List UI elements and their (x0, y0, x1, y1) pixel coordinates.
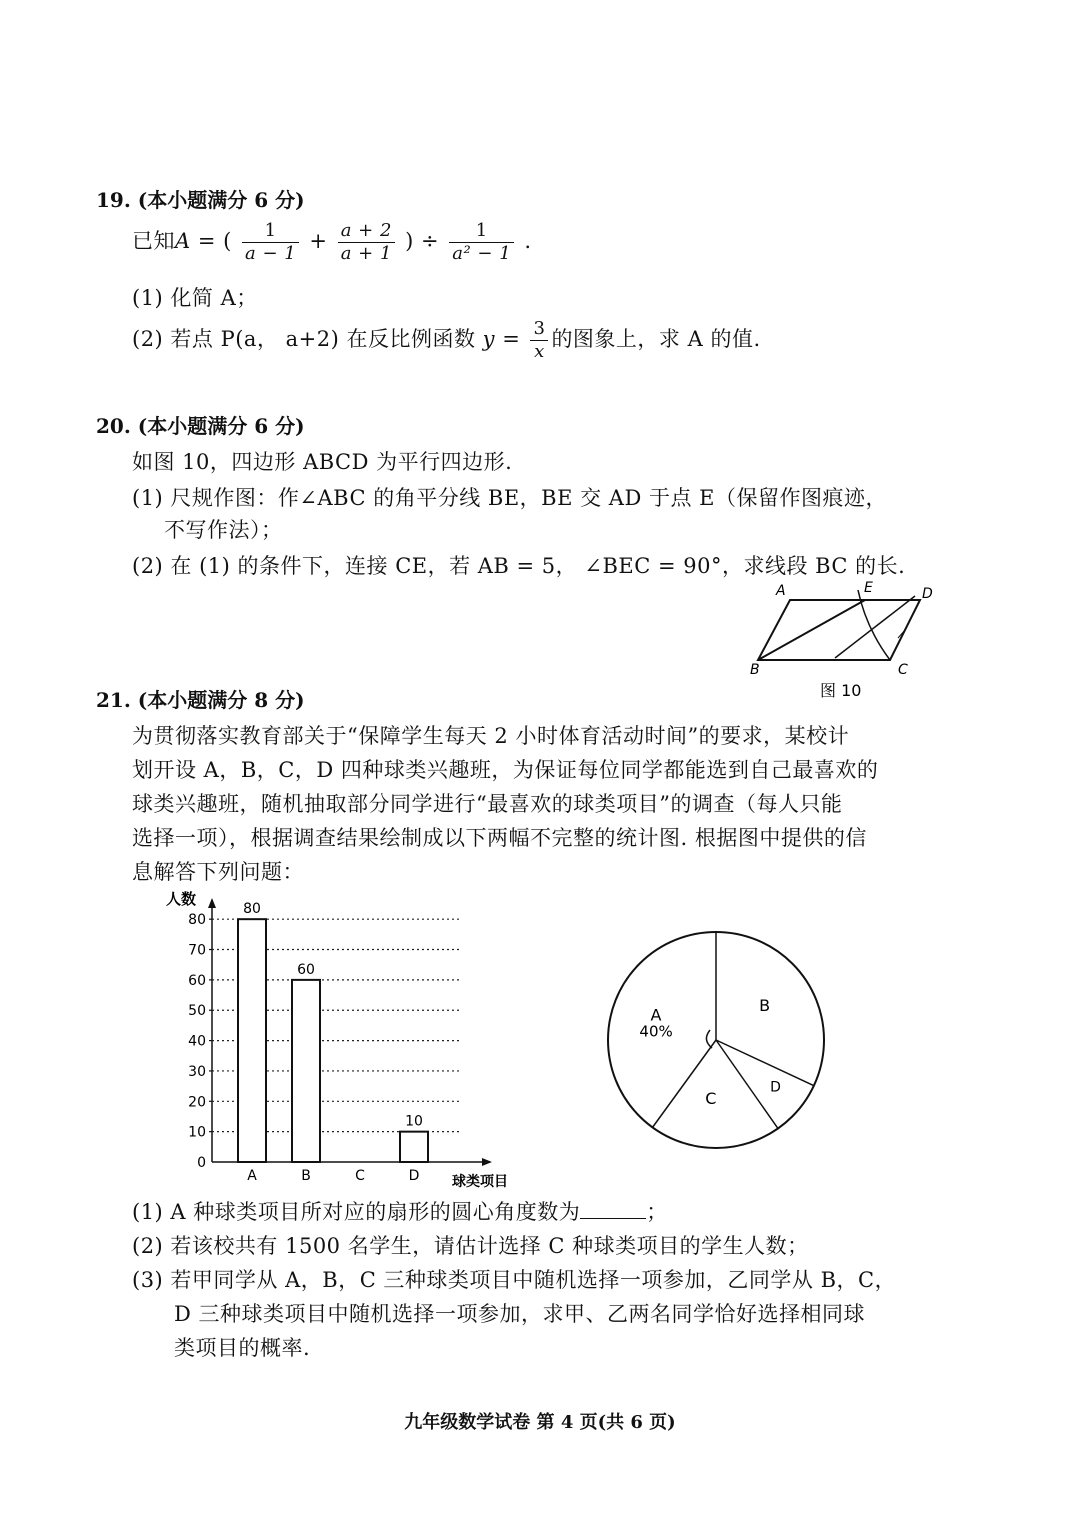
y-axis-label: 人数 (166, 890, 197, 908)
bar-chart (160, 884, 530, 1194)
label-d: D (922, 586, 933, 602)
y-tick-label: 0 (197, 1155, 206, 1171)
q20-part1-cont: 不写作法）； (164, 518, 283, 542)
y-tick-label: 70 (188, 942, 206, 959)
figure-10-parallelogram (740, 578, 960, 702)
pie-label-c: C (705, 1089, 717, 1109)
q20-part1: (1) 尺规作图：作∠ABC 的角平分线 BE，BE 交 AD 于点 E（保留作图痕迹， (132, 486, 887, 510)
label-b: B (750, 662, 760, 678)
fraction-1-over-a-squared-minus-1: $\frac{1}{\text{a² − 1}}$ (449, 220, 514, 265)
q19-score: (本小题满分 6 分) (137, 188, 305, 212)
bar-value-label: 80 (243, 901, 261, 918)
construction-arc (835, 596, 915, 658)
x-tick-label: A (247, 1168, 257, 1184)
q20-score: (本小题满分 6 分) (137, 414, 305, 438)
parallelogram-abcd (758, 600, 920, 660)
q21-number: 21. (96, 688, 131, 712)
y-tick-label: 30 (188, 1063, 206, 1080)
label-a: A (776, 583, 786, 599)
pie-label-a: A (650, 1005, 662, 1025)
x-tick-label: D (408, 1168, 420, 1184)
y-axis-arrow (208, 898, 216, 908)
q21-para-line3: 球类兴趣班，随机抽取部分同学进行“最喜欢的球类项目”的调查（每人只能 (132, 792, 843, 816)
q20-number: 20. (96, 414, 131, 438)
figure-caption: 图 10 (820, 681, 862, 700)
q19-given: 已知A = ( $\frac{1}{a - 1}$ + $\frac{a + 2}{a + 1}$ ) ÷ $\frac{1}{\text{a² − 1}}$ . (132, 220, 532, 264)
q21-para-line2: 划开设 A，B，C，D 四种球类兴趣班，为保证每位同学都能选到自己最喜欢的 (132, 758, 879, 782)
q21-score: (本小题满分 8 分) (137, 688, 305, 712)
pie-label-d: D (770, 1079, 781, 1096)
y-tick-label: 60 (188, 972, 206, 989)
q19-header (96, 184, 305, 213)
y-tick-label: 10 (188, 1124, 206, 1141)
bar-value-label: 60 (297, 961, 315, 978)
q21-part3-line3: 类项目的概率. (174, 1336, 311, 1360)
q21-part1: (1) A 种球类项目所对应的扇形的圆心角度数为 ； (132, 1200, 668, 1224)
bar-a (238, 919, 266, 1162)
q21-part2: (2) 若该校共有 1500 名学生，请估计选择 C 种球类项目的学生人数； (132, 1234, 809, 1258)
answer-blank[interactable] (580, 1200, 646, 1219)
y-tick-label: 40 (188, 1033, 206, 1050)
fraction-1-over-a-minus-1: $\frac{1}{a - 1}$ (242, 220, 299, 265)
y-tick-label: 20 (188, 1094, 206, 1111)
fraction-3-over-x: $\frac{3}{x}$ (530, 318, 548, 363)
y-tick-label: 80 (188, 912, 206, 929)
bar-value-label: 10 (405, 1113, 423, 1130)
page-footer: 九年级数学试卷 第 4 页(共 6 页) (404, 1412, 676, 1433)
bar-b (292, 980, 320, 1162)
q21-para-line1: 为贯彻落实教育部关于“保障学生每天 2 小时体育活动时间”的要求，某校计 (132, 724, 850, 748)
q21-para-line4: 选择一项），根据调查结果绘制成以下两幅不完整的统计图. 根据图中提供的信 (132, 826, 867, 850)
pie-label-b: B (759, 995, 771, 1015)
q19-number: 19. (96, 188, 131, 212)
x-tick-label: B (301, 1168, 311, 1184)
q19-part2: (2) 若点 P(a， a+2) 在反比例函数 y = $\frac{3}{x}$ 的图象上，求 A 的值. (132, 318, 761, 362)
q19-part1: (1) 化简 A； (132, 286, 258, 310)
q21-part3: (3) 若甲同学从 A，B，C 三种球类项目中随机选择一项参加，乙同学从 B，C， (132, 1268, 897, 1292)
pie-percent-a: 40% (639, 1022, 673, 1041)
fraction-a-plus-2-over-a-plus-1: $\frac{a + 2}{a + 1}$ (338, 220, 395, 265)
x-axis-label: 球类项目 (452, 1174, 508, 1190)
y-tick-label: 50 (188, 1003, 206, 1020)
x-tick-label: C (355, 1168, 365, 1184)
pie-chart (600, 924, 840, 1164)
q20-header (96, 410, 305, 439)
x-axis-arrow (482, 1158, 492, 1166)
q20-part2: (2) 在 (1) 的条件下，连接 CE，若 AB = 5， ∠BEC = 90°，求线段 BC 的长. (132, 554, 906, 578)
q21-part3-line2: D 三种球类项目中随机选择一项参加，求甲、乙两名同学恰好选择相同球 (174, 1302, 866, 1326)
q20-intro: 如图 10，四边形 ABCD 为平行四边形. (132, 450, 513, 474)
bar-d (400, 1132, 428, 1162)
q21-para-line5: 息解答下列问题： (132, 860, 304, 884)
q21-header (96, 684, 305, 713)
label-e: E (864, 580, 873, 596)
label-c: C (898, 662, 908, 678)
